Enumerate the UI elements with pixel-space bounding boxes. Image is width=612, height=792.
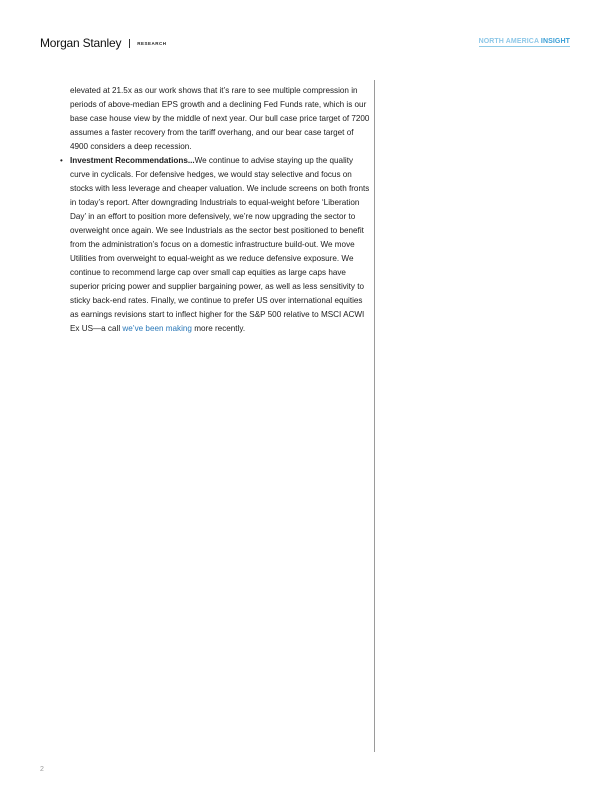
report-link[interactable]: we’ve been making (122, 324, 192, 333)
column-divider (374, 80, 375, 752)
brand-block (40, 36, 167, 50)
bullet-dot: • (60, 156, 63, 165)
series-tag (479, 38, 570, 47)
series-tag-insight: INSIGHT (540, 38, 570, 45)
page-header (40, 36, 570, 52)
brand-separator (129, 39, 130, 48)
series-tag-region: NORTH AMERICA (478, 38, 539, 45)
main-text-column (60, 84, 370, 336)
brand-logo: Morgan Stanley (40, 36, 122, 50)
bullet-heading: Investment Recommendations... (70, 156, 195, 165)
bullet-item-investment-recommendations (60, 154, 370, 336)
intro-paragraph: elevated at 21.5x as our work shows that it’s rare to see multiple compression in periods of above-median EPS growth and a declining Fed Funds rate, which is our base case house view by the middle of next year. Our bull case price target of 7200 assumes a faster recovery from the tariff overhang, and our bear case target of 4900 considers a deep recession. (70, 86, 370, 151)
bullet-tail: more recently. (191, 324, 246, 333)
bullet-text: We continue to advise staying up the quality curve in cyclicals. For defensive hedges, we would stay selective and focus on stocks with less leverage and cheaper valuation. We include screens on both fronts in today’s report. After downgrading Industrials to equal-weight before ‘Liberation Day’ in an effort to position more defensively, we’re now upgrading the sector to overweight once again. We see Industrials as the sector best positioned to benefit from the administration’s focus on a domestic infrastructure build-out. We move Utilities from overweight to equal-weight as we reduce defensive exposure. We continue to recommend large cap over small cap equities as large caps have superior pricing power and supplier bargaining power, as well as less sensitivity to sticky back-end rates. Finally, we continue to prefer US over international equities as earnings revisions start to inflect higher for the S&P 500 relative to MSCI ACWI Ex US—a call (70, 156, 370, 333)
page-number: 2 (40, 766, 44, 773)
section-label: RESEARCH (137, 40, 167, 46)
